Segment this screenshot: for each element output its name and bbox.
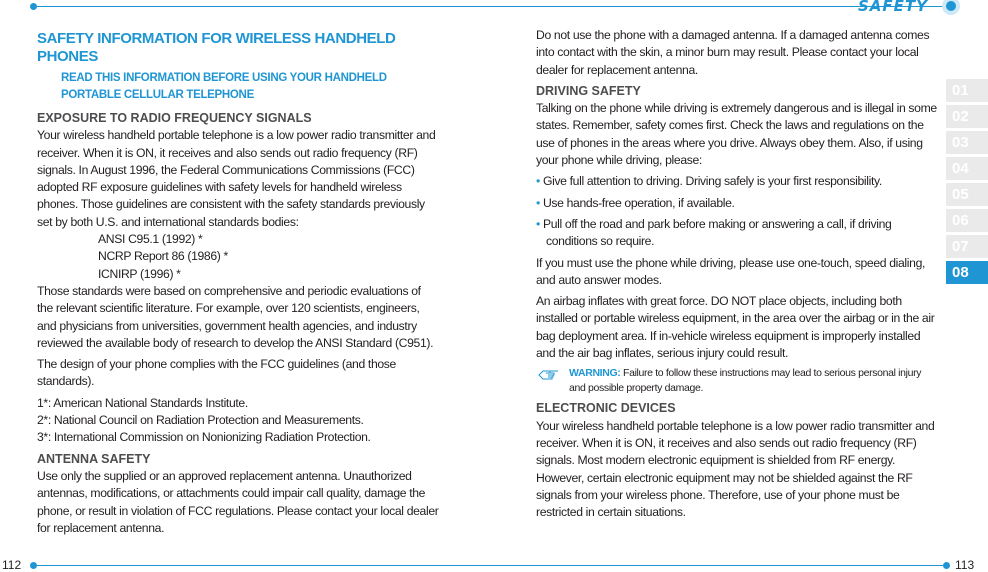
footnote-2: 2*: National Council on Radiation Protection and Measurements. — [37, 413, 364, 428]
rf-paragraph: Your wireless handheld portable telephone is a low power radio transmitter and receiver. When it is ON, it receives and also sends out radio frequency (RF) signals. In August 1996, the Federal Communications Commissions (FCC) adopted RF exposure guidelines with safety levels for handheld wireless phones. Those guidelines are consistent with the safety standards previously set by both U.S. and international standards bodies: — [37, 128, 436, 229]
standard-icnirp: ICNIRP (1996) * — [98, 266, 181, 281]
driving-heading: DRIVING SAFETY — [536, 83, 641, 98]
bullet-dot: • — [536, 216, 543, 231]
page-title: SAFETY INFORMATION FOR WIRELESS HANDHELD PHONES — [37, 30, 396, 65]
must-use-paragraph: If you must use the phone while driving, please use one-touch, speed dialing, and auto answer modes. — [536, 255, 926, 287]
left-column — [37, 30, 439, 537]
electronic-heading: ELECTRONIC DEVICES — [536, 401, 676, 416]
antenna-paragraph: Use only the supplied or an approved replacement antenna. Unauthorized antennas, modifications, or attachments could impair call quality, damage the phone, or result in violation of FCC regulations. Please contact your local dealer for replacement antenna. — [37, 468, 439, 535]
design-paragraph: The design of your phone complies with the FCC guidelines (and those standards). — [37, 357, 396, 389]
antenna-heading: ANTENNA SAFETY — [37, 451, 151, 466]
right-column — [536, 27, 938, 521]
top-left-dot — [30, 3, 37, 10]
top-right-dot — [946, 1, 956, 11]
chapter-tab-05[interactable]: 05 — [946, 183, 988, 206]
chapter-tab-01[interactable]: 01 — [946, 79, 988, 102]
standard-ncrp: NCRP Report 86 (1986) * — [98, 249, 228, 264]
subtitle-line-1: READ THIS INFORMATION BEFORE USING YOUR HANDHELD — [61, 72, 387, 84]
bullet-text: Pull off the road and park before making or answering a call, if driving conditions so require. — [542, 216, 892, 249]
chapter-tab-08[interactable]: 08 — [946, 261, 988, 284]
subtitle-line-2: PORTABLE CELLULAR TELEPHONE — [61, 89, 254, 101]
bullet-dot: • — [536, 195, 543, 210]
page-number-right: 113 — [955, 558, 975, 572]
bottom-right-dot — [943, 562, 950, 569]
chapter-tab-07[interactable]: 07 — [946, 235, 988, 258]
footnote-3: 3*: International Commission on Nonionizing Radiation Protection. — [37, 430, 371, 445]
bullet-text: Give full attention to driving. Driving safely is your first responsibility. — [542, 174, 882, 189]
standard-ansi: ANSI C95.1 (1992) * — [98, 232, 203, 247]
chapter-tabs — [946, 79, 988, 287]
section-tag: SAFETY — [858, 0, 928, 15]
footnote-1: 1*: American National Standards Institute. — [37, 395, 248, 410]
bottom-rule — [34, 565, 946, 566]
airbag-paragraph: An airbag inflates with great force. DO NOT place objects, including both installed or portable wireless equipment, in the area over the airbag or in the air bag deployment area. If in-vehicle wireless equipment is improperly installed and the air bag inflates, serious injury could result. — [536, 294, 935, 361]
chapter-tab-06[interactable]: 06 — [946, 209, 988, 232]
bullet-text: Use hands-free operation, if available. — [542, 195, 735, 210]
page-number-left: 112 — [2, 558, 22, 572]
rf-heading: EXPOSURE TO RADIO FREQUENCY SIGNALS — [37, 111, 312, 125]
bullet-item — [536, 173, 938, 190]
damaged-antenna-paragraph: Do not use the phone with a damaged antenna. If a damaged antenna comes into contact with the skin, a minor burn may result. Please contact your local dealer for replacement antenna. — [536, 28, 930, 77]
chapter-tab-03[interactable]: 03 — [946, 131, 988, 154]
warning-label: WARNING: — [569, 367, 621, 380]
warning-hand-icon — [538, 367, 560, 381]
warning-text: Failure to follow these instructions may lead to serious personal injury and possible property damage. — [569, 367, 922, 395]
driving-paragraph: Talking on the phone while driving is extremely dangerous and is illegal in some states. Remember, safety comes first. Check the laws and regulations on the use of phones in the areas where you drive. Always obey them. Also, if using your phone while driving, please: — [536, 101, 937, 168]
bullet-item — [536, 195, 938, 212]
bottom-left-dot — [30, 562, 37, 569]
evaluation-paragraph: Those standards were based on comprehensive and periodic evaluations of the relevant scientific literature. For example, over 120 scientists, engineers, and physicians from universities, government health agencies, and industry reviewed the available body of research to develop the ANSI Standard (C951). — [37, 283, 434, 350]
top-rule — [34, 6, 946, 7]
chapter-tab-04[interactable]: 04 — [946, 157, 988, 180]
chapter-tab-02[interactable]: 02 — [946, 105, 988, 128]
electronic-paragraph: Your wireless handheld portable telephone is a low power radio transmitter and receiver. When it is ON, it receives and also sends out radio frequency (RF) signals. Most modern electronic equipment is shielded from RF energy. However, certain electronic equipment may not be shielded against the RF signals from your wireless phone. Therefore, use of your phone must be restricted in certain situations. — [536, 418, 935, 520]
bullet-dot: • — [536, 174, 543, 189]
bullet-item — [536, 216, 938, 251]
warning-note — [536, 366, 938, 396]
